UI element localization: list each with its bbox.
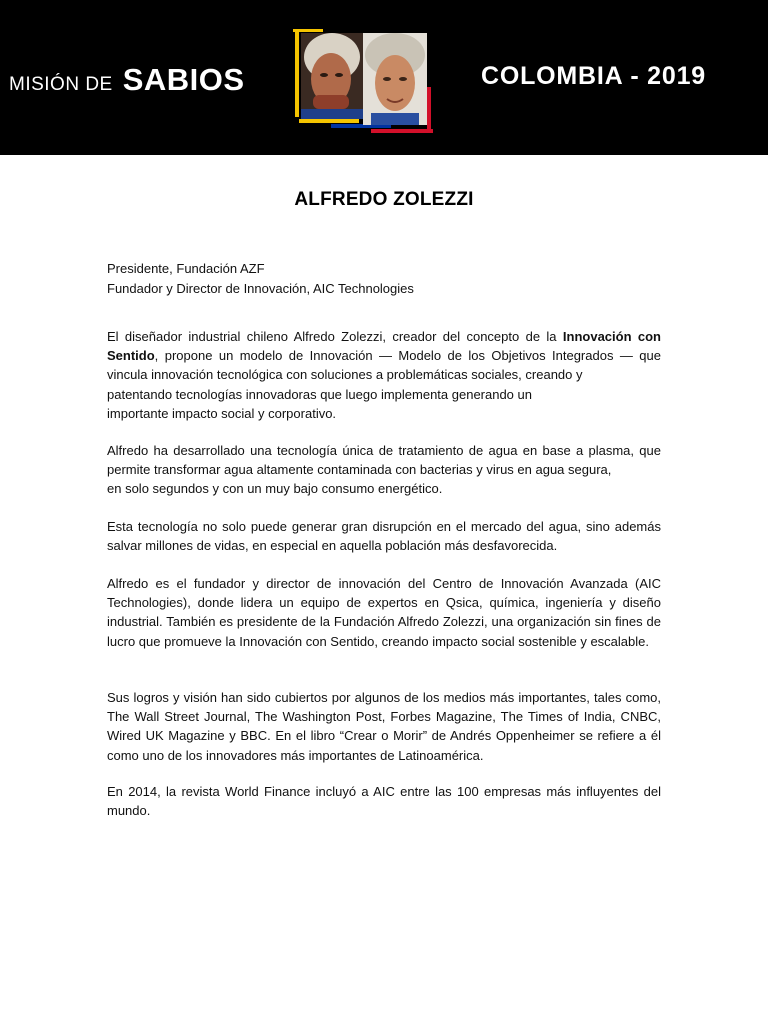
red-side-bar <box>427 87 431 133</box>
wordmark-prefix: MISIÓN DE <box>9 74 113 95</box>
paragraph-disruption: Esta tecnología no solo puede generar gran disrupción en el mercado del agua, sino además salvar millones de vidas, en especial en aquella población más desfavorecida. <box>107 519 661 554</box>
yellow-top-bar <box>293 29 323 32</box>
header-banner <box>0 0 768 155</box>
paragraph-intro <box>107 327 661 423</box>
role-line: Fundador y Director de Innovación, AIC Technologies <box>107 280 414 296</box>
left-hand <box>313 95 349 109</box>
portrait-artwork-icon <box>291 27 435 137</box>
intro-text-b: , propone un modelo de Innovación — Modelo de los Objetivos Integrados — que vincula innovación tecnológica con soluciones a problemáticas sociales, creando y <box>107 348 661 383</box>
red-bottom-bar <box>371 129 433 133</box>
page-title: ALFREDO ZOLEZZI <box>294 189 474 210</box>
intro-text-c: patentando tecnologías innovadoras que luego implementa generando un <box>107 386 532 402</box>
portrait-logo <box>291 27 435 137</box>
paragraph-world-finance: En 2014, la revista World Finance incluyó a AIC entre las 100 empresas más influyentes del mundo. <box>107 784 661 819</box>
role-line: Presidente, Fundación AZF <box>107 261 265 276</box>
intro-bold-term: Innovación con Sentido <box>107 329 661 364</box>
yellow-bar <box>295 29 299 117</box>
mision-de-sabios-wordmark <box>9 62 245 98</box>
plasma-text-b: en solo segundos y con un muy bajo consumo energético. <box>107 481 443 497</box>
yellow-bottom-bar <box>299 119 359 123</box>
plasma-text-a: Alfredo ha desarrollado una tecnología única de tratamiento de agua en base a plasma, que permite transformar agua altamente contaminada con bacterias y virus en agua segura, <box>107 443 661 478</box>
colombia-2019-label: COLOMBIA - 2019 <box>481 62 707 90</box>
wordmark-main: SABIOS <box>122 62 245 97</box>
intro-text-a: El diseñador industrial chileno Alfredo Zolezzi, creador del concepto de la <box>107 329 563 344</box>
paragraph-plasma <box>107 441 661 499</box>
intro-text-d: importante impacto social y corporativo. <box>107 405 337 421</box>
paragraph-aic: Alfredo es el fundador y director de innovación del Centro de Innovación Avanzada (AIC Technologies), donde lidera un equipo de expertos en Qsica, química, ingeniería y diseño industrial. También es presidente de la Fundación Alfredo Zolezzi, una organización sin fines de lucro que promueve la Innovación con Sentido, creando impacto social sostenible y escalable. <box>107 576 661 649</box>
paragraph-media: Sus logros y visión han sido cubiertos por algunos de los medios más importantes, tales como, The Wall Street Journal, The Washington Post, Forbes Magazine, The Times of India, CNBC, Wired UK Magazine y BBC. En el libro “Crear o Morir” de Andrés Oppenheimer se refiere a él como uno de los innovadores más importantes de Latinoamérica. <box>107 690 661 763</box>
roles-block <box>107 259 661 298</box>
